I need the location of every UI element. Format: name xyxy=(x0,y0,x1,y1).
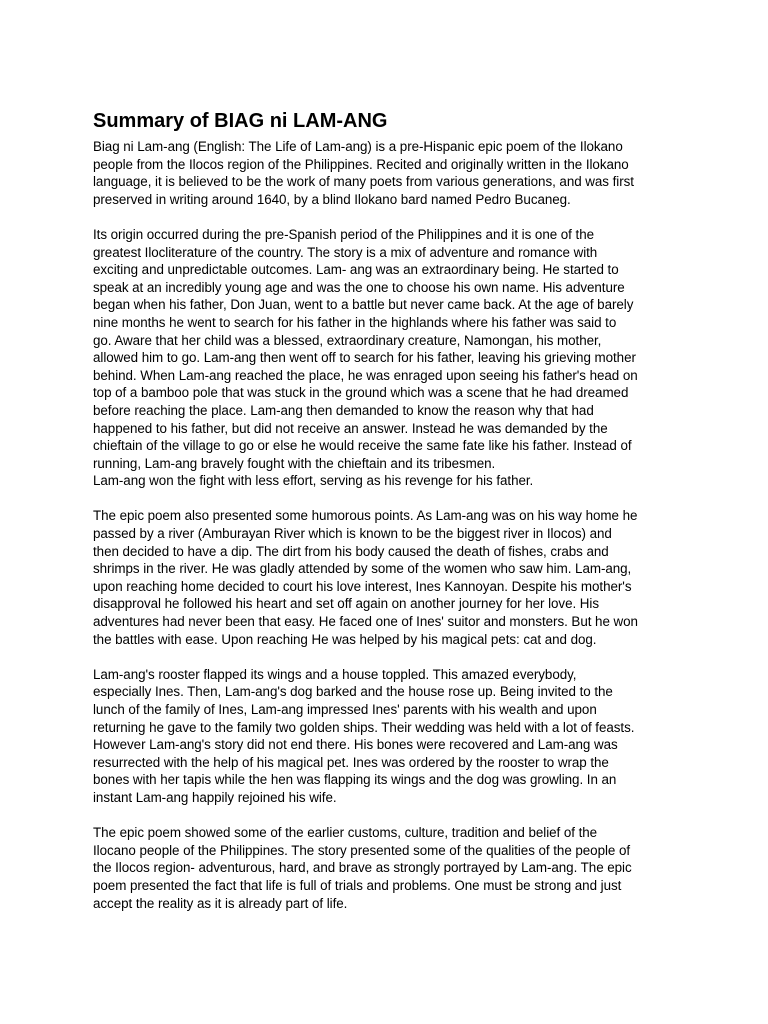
text-line: top of a bamboo pole that was stuck in the ground which was a scene that he had dreamed xyxy=(93,385,629,401)
text-line: The epic poem showed some of the earlier customs, culture, tradition and belief of the xyxy=(93,825,598,841)
text-line: speak at an incredibly young age and was the one to choose his own name. His adventure xyxy=(93,279,625,295)
text-line: allowed him to go. Lam-ang then went off to search for his father, leaving his grieving mother xyxy=(93,350,636,366)
paragraph-3 xyxy=(93,507,683,648)
text-line: then decided to have a dip. The dirt from his body caused the death of fishes, crabs and xyxy=(93,543,609,559)
text-line: nine months he went to search for his father in the highlands where his father was said to xyxy=(93,314,617,330)
text-line: Biag ni Lam-ang (English: The Life of Lam-ang) is a pre-Hispanic epic poem of the Ilokano xyxy=(93,139,623,154)
text-line: poem presented the fact that life is full of trials and problems. One must be strong and just xyxy=(93,877,622,893)
document-body xyxy=(93,138,683,912)
text-line: accept the reality as it is already part of life. xyxy=(93,895,348,911)
text-line: resurrected with the help of his magical pet. Ines was ordered by the rooster to wrap the xyxy=(93,754,609,770)
text-line: adventures had never been that easy. He faced one of Ines' suitor and monsters. But he won xyxy=(93,614,638,630)
text-line: The epic poem also presented some humorous points. As Lam-ang was on his way home he xyxy=(93,508,638,524)
text-line: happened to his father, but did not receive an answer. Instead he was demanded by the xyxy=(93,420,608,436)
paragraph-1 xyxy=(93,138,683,208)
text-line: behind. When Lam-ang reached the place, he was enraged upon seeing his father's head on xyxy=(93,367,638,383)
text-line: the Ilocos region- adventurous, hard, and brave as strongly portrayed by Lam-ang. The epic xyxy=(93,860,632,876)
text-line: Ilocano people of the Philippines. The story presented some of the qualities of the people of xyxy=(93,842,631,858)
document-page xyxy=(93,108,683,930)
text-line: bones with her tapis while the hen was flapping its wings and the dog was growling. In an xyxy=(93,772,617,788)
paragraph-2 xyxy=(93,226,683,490)
text-line: the battles with ease. Upon reaching He was helped by his magical pets: cat and dog. xyxy=(93,631,597,647)
text-line: go. Aware that her child was a blessed, extraordinary creature, Namongan, his mother, xyxy=(93,332,602,348)
text-line: Its origin occurred during the pre-Spanish period of the Philippines and it is one of the xyxy=(93,226,594,242)
text-line: instant Lam-ang happily rejoined his wife. xyxy=(93,789,337,805)
text-line: Lam-ang won the fight with less effort, serving as his revenge for his father. xyxy=(93,473,534,489)
document-title: Summary of BIAG ni LAM-ANG xyxy=(93,110,388,132)
text-line: running, Lam-ang bravely fought with the chieftain and its tribesmen. xyxy=(93,455,496,471)
text-line: before reaching the place. Lam-ang then demanded to know the reason why that had xyxy=(93,402,594,418)
text-line: upon reaching home decided to court his love interest, Ines Kannoyan. Despite his mother's xyxy=(93,578,632,594)
text-line: greatest Ilocliterature of the country. The story is a mix of adventure and romance with xyxy=(93,244,598,260)
text-line: lunch of the family of Ines, Lam-ang impressed Ines' parents with his wealth and upon xyxy=(93,702,597,717)
paragraph-4 xyxy=(93,666,683,807)
paragraph-5 xyxy=(93,824,683,912)
text-line: returning he gave to the family two golden ships. Their wedding was held with a lot of feasts. xyxy=(93,719,635,735)
text-line: began when his father, Don Juan, went to a battle but never came back. At the age of barely xyxy=(93,297,634,313)
text-line: preserved in writing around 1640, by a blind Ilokano bard named Pedro Bucaneg. xyxy=(93,191,571,207)
text-line: Lam-ang's rooster flapped its wings and a house toppled. This amazed everybody, xyxy=(93,666,577,682)
text-line: disapproval he followed his heart and set off again on another journey for her love. His xyxy=(93,596,600,612)
text-line: language, it is believed to be the work of many poets from various generations, and was first xyxy=(93,174,634,190)
text-line: passed by a river (Amburayan River which is known to be the biggest river in Ilocos) and xyxy=(93,526,612,542)
text-line: exciting and unpredictable outcomes. Lam- ang was an extraordinary being. He started to xyxy=(93,262,619,278)
text-line: shrimps in the river. He was gladly attended by some of the women who saw him. Lam-ang, xyxy=(93,561,632,577)
text-line: chieftain of the village to go or else he would receive the same fate like his father. Instead of xyxy=(93,438,632,454)
text-line: However Lam-ang's story did not end there. His bones were recovered and Lam-ang was xyxy=(93,737,618,753)
text-line: especially Ines. Then, Lam-ang's dog barked and the house rose up. Being invited to the xyxy=(93,684,613,700)
text-line: people from the Ilocos region of the Philippines. Recited and originally written in the Ilokano xyxy=(93,156,629,172)
